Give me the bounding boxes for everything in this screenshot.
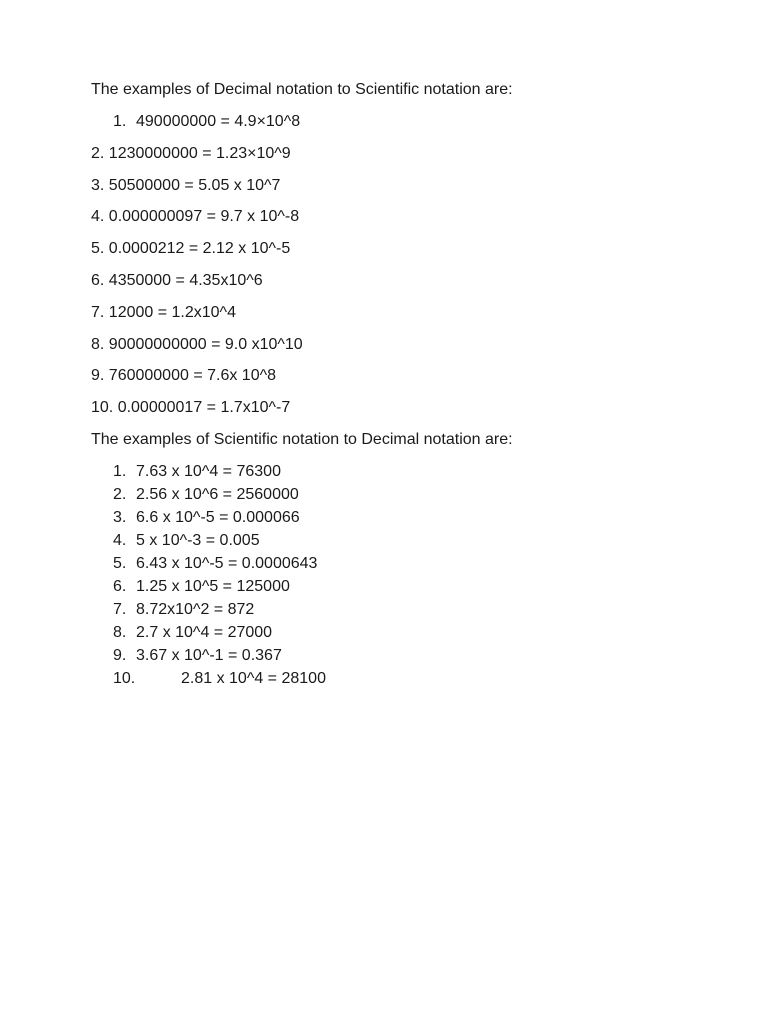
list-item: 6. 4350000 = 4.35x10^6 — [91, 272, 263, 289]
list-item: 2. 1230000000 = 1.23×10^9 — [91, 145, 291, 162]
list-item: 4. 0.000000097 = 9.7 x 10^-8 — [91, 208, 300, 225]
list-item-text: 7.63 x 10^4 = 76300 — [136, 463, 281, 480]
list-item-text: 2.56 x 10^6 = 2560000 — [136, 486, 299, 503]
list-item-text: 6.43 x 10^-5 = 0.0000643 — [136, 555, 318, 572]
list-item-number: 2. — [113, 486, 127, 503]
list-item: 9. 760000000 = 7.6x 10^8 — [91, 367, 276, 384]
list-item-number: 10. — [113, 670, 136, 687]
list-item: 8. 90000000000 = 9.0 x10^10 — [91, 336, 303, 353]
list-item-text: 2.7 x 10^4 = 27000 — [136, 624, 273, 641]
section2-heading: The examples of Scientific notation to Decimal notation are: — [91, 431, 513, 448]
list-item-text: 1.25 x 10^5 = 125000 — [136, 578, 290, 595]
list-item-text: 6.6 x 10^-5 = 0.000066 — [136, 509, 300, 526]
list-item-number: 7. — [113, 601, 127, 618]
list-item-text: 2.81 x 10^4 = 28100 — [181, 670, 326, 687]
list-item-number: 4. — [113, 532, 127, 549]
section1-heading: The examples of Decimal notation to Scientific notation are: — [91, 81, 513, 98]
list-item-number: 1. — [113, 463, 127, 480]
list-item: 7. 12000 = 1.2x10^4 — [91, 304, 236, 321]
list-item-text: 8.72x10^2 = 872 — [136, 601, 255, 618]
list-item-number: 3. — [113, 509, 127, 526]
list-item-number: 6. — [113, 578, 127, 595]
list-item-text: 3.67 x 10^-1 = 0.367 — [136, 647, 282, 664]
list-item-number: 5. — [113, 555, 127, 572]
list-item: 10. 0.00000017 = 1.7x10^-7 — [91, 399, 291, 416]
list-item: 5. 0.0000212 = 2.12 x 10^-5 — [91, 240, 291, 257]
list-item-number: 9. — [113, 647, 127, 664]
list-item-number: 1. — [113, 113, 127, 130]
list-item-number: 8. — [113, 624, 127, 641]
list-item-text: 490000000 = 4.9×10^8 — [136, 113, 301, 130]
list-item: 3. 50500000 = 5.05 x 10^7 — [91, 177, 281, 194]
list-item-text: 5 x 10^-3 = 0.005 — [136, 532, 260, 549]
